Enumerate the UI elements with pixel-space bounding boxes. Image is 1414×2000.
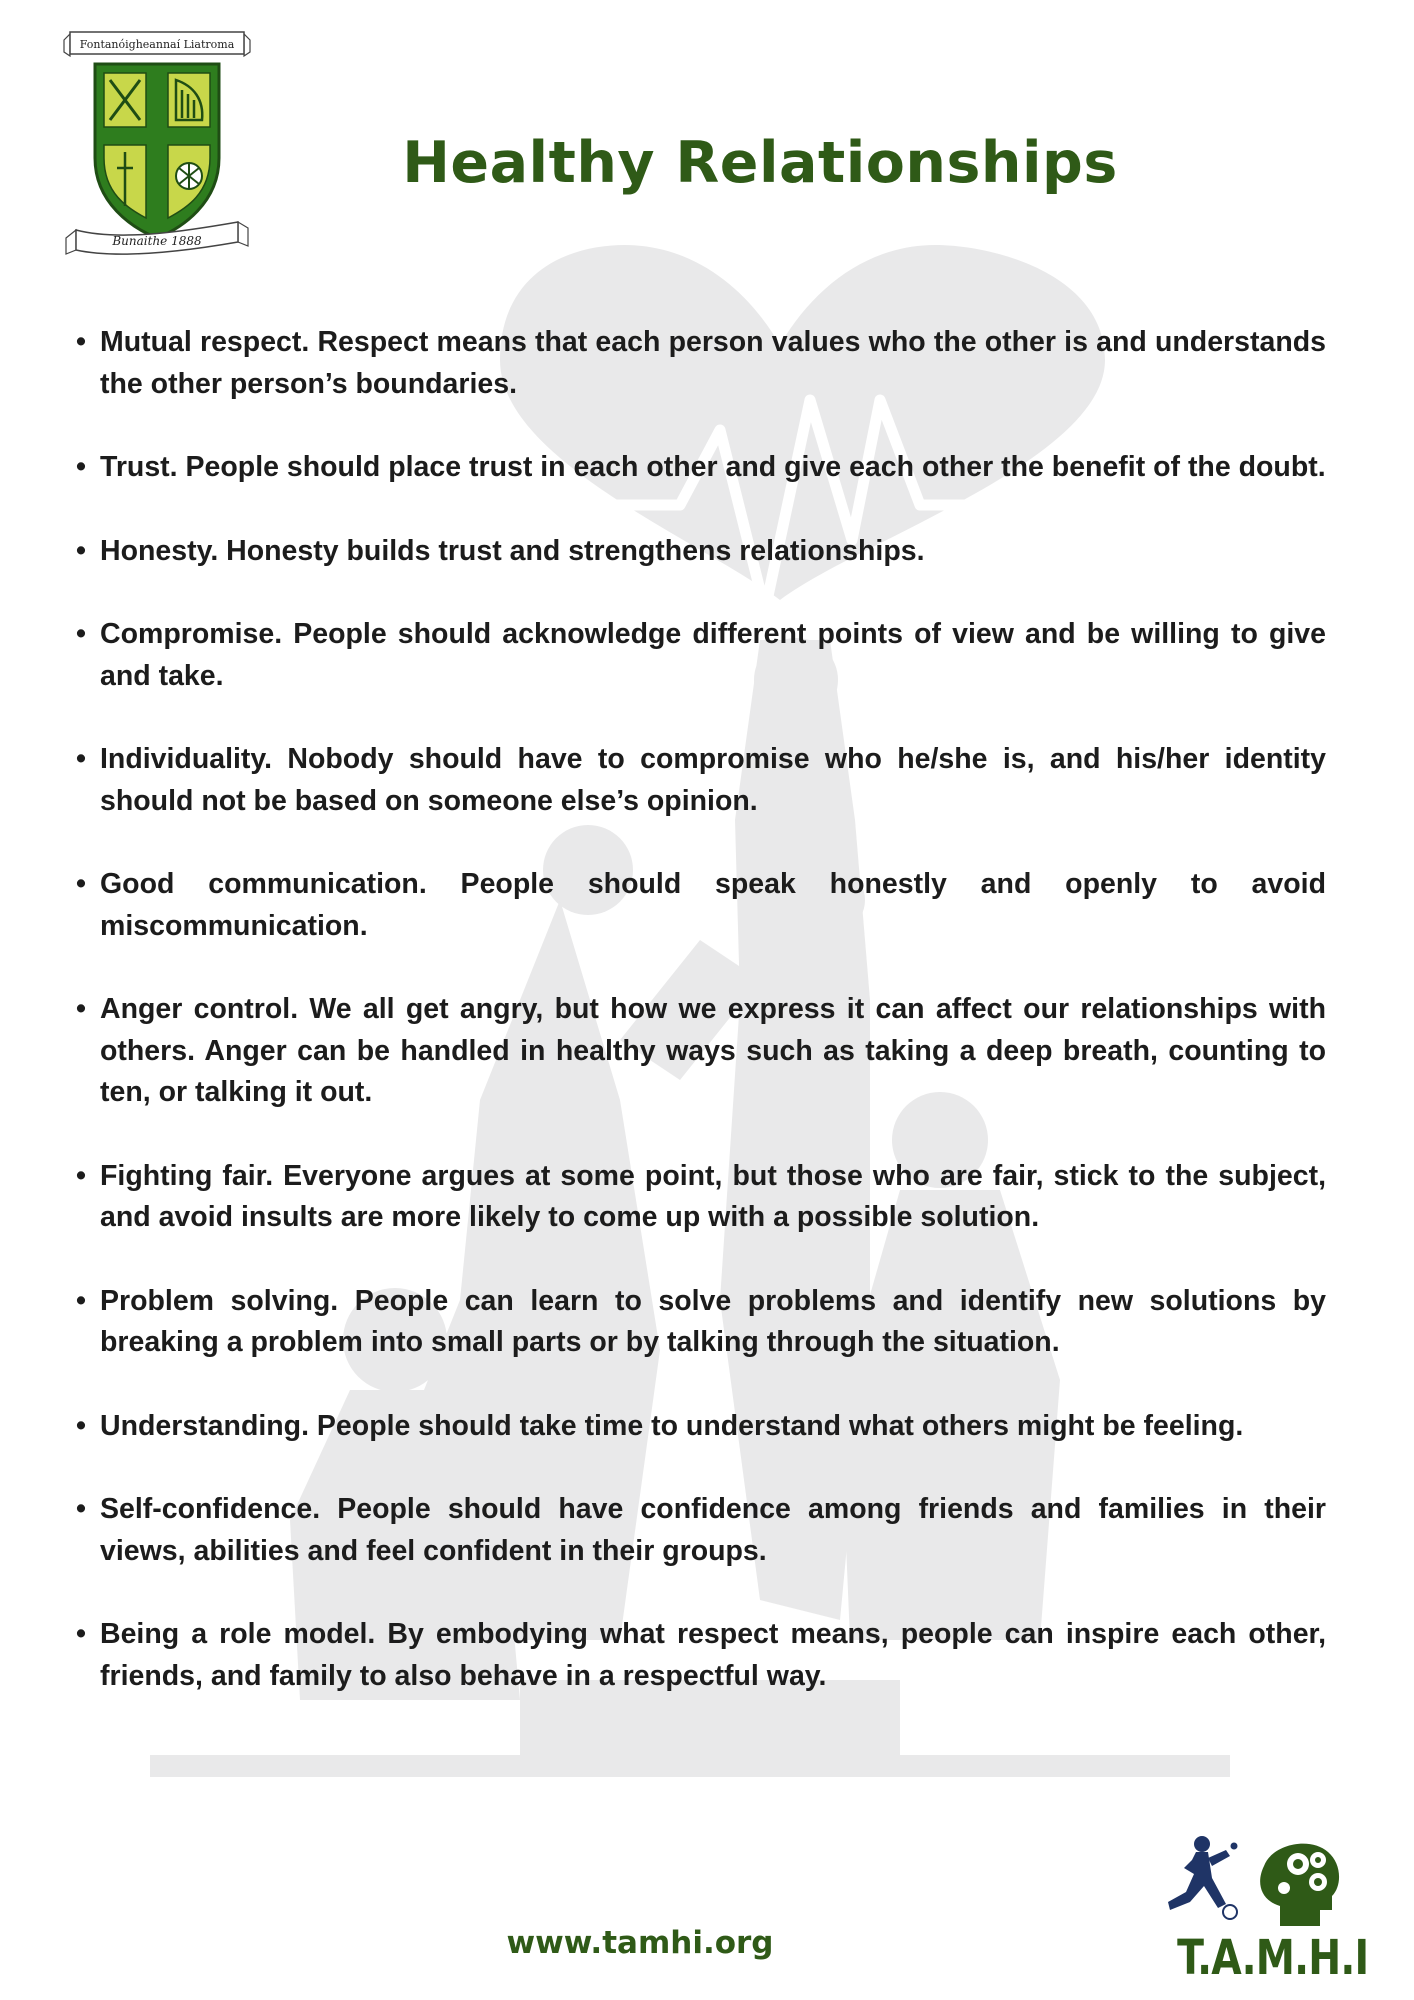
crest-bottom-banner-text: Bunaithe 1888: [112, 234, 202, 248]
list-item: [76, 739, 1326, 822]
football-icon: [176, 163, 202, 189]
website-url[interactable]: www.tamhi.org: [506, 1925, 774, 1961]
list-item-text: Anger control. We all get angry, but how we express it can affect our relationships with others. Anger can be handled in healthy ways such as taking a deep breath, counting to ten, or talking it out.: [100, 993, 1326, 1108]
bullet-icon: •: [76, 1493, 86, 1525]
bullet-icon: •: [76, 1159, 86, 1192]
list-item: [76, 1156, 1326, 1239]
bullet-icon: •: [76, 326, 86, 358]
list-item-text: Fighting fair. Everyone argues at some point, but those who are fair, stick to the subject, and avoid insults are more likely to come up with a possible solution.: [100, 1159, 1326, 1233]
list-item: [76, 864, 1326, 947]
bullet-icon: •: [76, 743, 86, 775]
list-item: [76, 1489, 1326, 1572]
bullet-icon: •: [76, 868, 86, 900]
crest-top-banner-text: Fontanóigheannaí Liatroma: [79, 38, 235, 51]
list-item: [76, 447, 1326, 489]
list-item-text: Understanding. People should take time to understand what others might be feeling.: [100, 1409, 1244, 1442]
list-item: [76, 1614, 1326, 1697]
list-item: [76, 614, 1326, 697]
list-item-text: Trust. People should place trust in each other and give each other the benefit of the doubt.: [100, 451, 1326, 483]
list-item-text: Compromise. People should acknowledge different points of view and be willing to give and take.: [100, 618, 1326, 692]
page-title: Healthy Relationships: [402, 130, 1118, 196]
relationship-points-list: [76, 322, 1326, 1739]
list-item: [76, 989, 1326, 1114]
list-item: [76, 1406, 1326, 1448]
club-crest-logo: [62, 28, 252, 260]
bullet-icon: •: [76, 993, 86, 1025]
list-item-text: Being a role model. By embodying what respect means, people can inspire each other, friends, and family to also behave in a respectful way.: [100, 1618, 1326, 1692]
bullet-icon: •: [76, 1284, 86, 1317]
bullet-icon: •: [76, 534, 86, 567]
list-item-text: Problem solving. People can learn to solve problems and identify new solutions by breaking a problem into small parts or by talking through the situation.: [100, 1284, 1326, 1358]
list-item: [76, 322, 1326, 405]
list-item-text: Mutual respect. Respect means that each person values who the other is and understands the other person’s boundaries.: [100, 326, 1326, 400]
ball-icon: [1231, 1843, 1238, 1850]
list-item: [76, 531, 1326, 573]
list-item-text: Honesty. Honesty builds trust and strengthens relationships.: [100, 534, 925, 567]
tamhi-logo-icon: [1160, 1830, 1350, 1928]
list-item-text: Individuality. Nobody should have to compromise who he/she is, and his/her identity should not be based on someone else’s opinion.: [100, 743, 1326, 817]
football-small-icon: [1223, 1905, 1237, 1919]
list-item: [76, 1281, 1326, 1364]
tamhi-logo-text: T.A.M.H.I: [1177, 1930, 1369, 1986]
bullet-icon: •: [76, 618, 86, 650]
bullet-icon: •: [76, 451, 86, 483]
head-gears-icon: [1260, 1844, 1339, 1926]
player-icon: [1168, 1836, 1230, 1910]
list-item-text: Self-confidence. People should have confidence among friends and families in their views, abilities and feel confident in their groups.: [100, 1493, 1326, 1567]
bullet-icon: •: [76, 1409, 86, 1442]
list-item-text: Good communication. People should speak honestly and openly to avoid miscommunication.: [100, 868, 1326, 942]
bullet-icon: •: [76, 1618, 86, 1650]
